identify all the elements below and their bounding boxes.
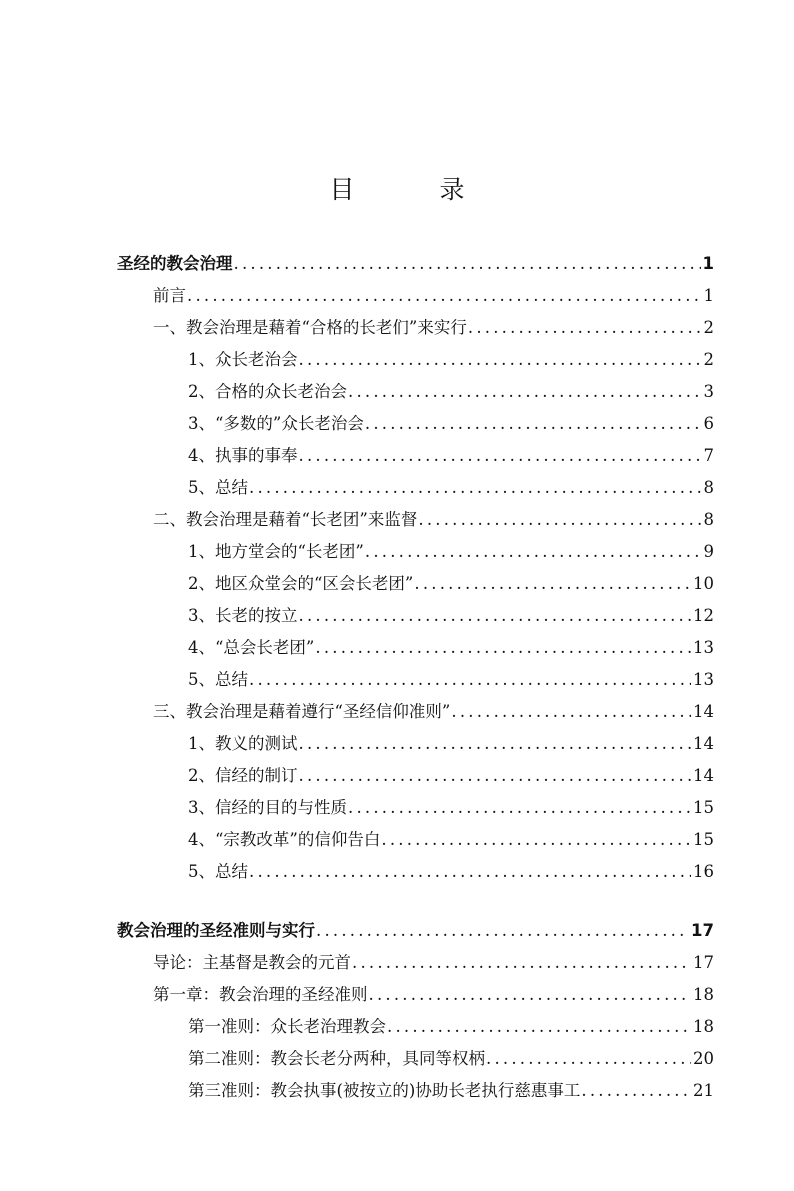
dot-leader bbox=[249, 856, 691, 888]
dot-leader bbox=[418, 504, 701, 536]
dot-leader bbox=[486, 1043, 691, 1075]
toc-page-number: 1 bbox=[703, 286, 714, 305]
table-of-contents bbox=[0, 248, 794, 1134]
toc-entry-label: 3、信经的目的与性质 bbox=[188, 798, 347, 817]
dot-leader bbox=[316, 915, 689, 947]
toc-page-number: 1 bbox=[702, 254, 714, 273]
toc-entry[interactable] bbox=[0, 1043, 794, 1075]
toc-entry-label: 第三准则：教会执事(被按立的)协助长老执行慈惠事工 bbox=[188, 1081, 581, 1100]
toc-page-number: 16 bbox=[693, 862, 714, 881]
toc-entry[interactable] bbox=[0, 856, 794, 888]
toc-section-2 bbox=[0, 915, 794, 1107]
toc-entry-label: 2、合格的众长老治会 bbox=[188, 382, 347, 401]
toc-page-number: 2 bbox=[703, 350, 714, 369]
toc-entry[interactable] bbox=[0, 632, 794, 664]
dot-leader bbox=[581, 1075, 691, 1107]
toc-entry-label: 第一章：教会治理的圣经准则 bbox=[153, 985, 368, 1004]
toc-entry[interactable] bbox=[0, 979, 794, 1011]
dot-leader bbox=[187, 280, 702, 312]
toc-entry-label: 4、执事的事奉 bbox=[188, 446, 298, 465]
dot-leader bbox=[381, 824, 691, 856]
toc-entry[interactable] bbox=[0, 696, 794, 728]
toc-page-number: 14 bbox=[693, 766, 714, 785]
toc-entry-label: 1、教义的测试 bbox=[188, 734, 298, 753]
toc-entry[interactable] bbox=[0, 728, 794, 760]
toc-page-number: 18 bbox=[693, 1017, 714, 1036]
toc-entry-label: 5、总结 bbox=[188, 670, 248, 689]
dot-leader bbox=[365, 408, 702, 440]
toc-page-number: 15 bbox=[693, 798, 714, 817]
toc-page-number: 21 bbox=[693, 1081, 714, 1100]
toc-page-number: 12 bbox=[693, 606, 714, 625]
toc-heading-label: 圣经的教会治理 bbox=[117, 254, 233, 273]
toc-entry[interactable] bbox=[0, 1011, 794, 1043]
dot-leader bbox=[468, 312, 702, 344]
toc-entry[interactable] bbox=[0, 760, 794, 792]
dot-leader bbox=[249, 472, 702, 504]
toc-page-number: 8 bbox=[703, 478, 714, 497]
page-title: 目 录 bbox=[329, 175, 495, 204]
toc-entry-label: 导论：主基督是教会的元首 bbox=[153, 953, 351, 972]
toc-page-number: 9 bbox=[703, 542, 714, 561]
toc-entry[interactable] bbox=[0, 792, 794, 824]
toc-entry[interactable] bbox=[0, 280, 794, 312]
toc-page-number: 14 bbox=[693, 734, 714, 753]
toc-page-number: 3 bbox=[703, 382, 714, 401]
dot-leader bbox=[299, 344, 702, 376]
toc-entry-label: 第一准则：众长老治理教会 bbox=[188, 1017, 386, 1036]
toc-page-number: 2 bbox=[703, 318, 714, 337]
dot-leader bbox=[234, 248, 701, 280]
dot-leader bbox=[387, 1011, 691, 1043]
dot-leader bbox=[299, 760, 692, 792]
toc-entry-label: 3、长老的按立 bbox=[188, 606, 298, 625]
toc-page-number: 8 bbox=[703, 510, 714, 529]
toc-entry[interactable] bbox=[0, 600, 794, 632]
dot-leader bbox=[315, 632, 691, 664]
toc-entry[interactable] bbox=[0, 947, 794, 979]
dot-leader bbox=[299, 728, 692, 760]
toc-entry-label: 二、教会治理是藉着“长老团”来监督 bbox=[153, 510, 418, 529]
toc-entry-label: 三、教会治理是藉着遵行“圣经信仰准则” bbox=[153, 702, 451, 721]
toc-entry[interactable] bbox=[0, 824, 794, 856]
toc-entry-label: 2、信经的制订 bbox=[188, 766, 298, 785]
toc-entry-label: 一、教会治理是藉着“合格的长老们”来实行 bbox=[153, 318, 467, 337]
toc-entry-label: 1、地方堂会的“长老团” bbox=[188, 542, 364, 561]
toc-page-number: 13 bbox=[693, 638, 714, 657]
toc-page-number: 20 bbox=[693, 1049, 714, 1068]
toc-entry[interactable] bbox=[0, 408, 794, 440]
toc-heading[interactable] bbox=[0, 248, 794, 280]
toc-entry-label: 4、“总会长老团” bbox=[188, 638, 315, 657]
toc-page-number: 10 bbox=[693, 574, 714, 593]
toc-page-number: 7 bbox=[703, 446, 714, 465]
toc-entry-label: 5、总结 bbox=[188, 862, 248, 881]
toc-entry-label: 前言 bbox=[153, 286, 186, 305]
toc-entry-label: 1、众长老治会 bbox=[188, 350, 298, 369]
toc-entry-label: 4、“宗教改革”的信仰告白 bbox=[188, 830, 381, 849]
toc-entry-label: 2、地区众堂会的“区会长老团” bbox=[188, 574, 414, 593]
toc-entry[interactable] bbox=[0, 568, 794, 600]
toc-entry-label: 第二准则：教会长老分两种，具同等权柄 bbox=[188, 1049, 485, 1068]
dot-leader bbox=[369, 979, 692, 1011]
dot-leader bbox=[299, 600, 692, 632]
dot-leader bbox=[348, 376, 702, 408]
toc-entry[interactable] bbox=[0, 440, 794, 472]
dot-leader bbox=[414, 568, 691, 600]
toc-entry[interactable] bbox=[0, 312, 794, 344]
toc-entry[interactable] bbox=[0, 376, 794, 408]
toc-heading-label: 教会治理的圣经准则与实行 bbox=[117, 921, 315, 940]
toc-page-number: 14 bbox=[693, 702, 714, 721]
toc-entry[interactable] bbox=[0, 504, 794, 536]
toc-page-number: 18 bbox=[693, 985, 714, 1004]
toc-page-number: 15 bbox=[693, 830, 714, 849]
toc-entry[interactable] bbox=[0, 1075, 794, 1107]
toc-heading[interactable] bbox=[0, 915, 794, 947]
toc-entry[interactable] bbox=[0, 664, 794, 696]
dot-leader bbox=[348, 792, 691, 824]
toc-entry-label: 3、“多数的”众长老治会 bbox=[188, 414, 364, 433]
toc-page-number: 17 bbox=[691, 921, 714, 940]
dot-leader bbox=[352, 947, 691, 979]
dot-leader bbox=[249, 664, 691, 696]
dot-leader bbox=[451, 696, 691, 728]
toc-page-number: 13 bbox=[693, 670, 714, 689]
dot-leader bbox=[299, 440, 702, 472]
toc-page-number: 6 bbox=[703, 414, 714, 433]
toc-page-number: 17 bbox=[693, 953, 714, 972]
dot-leader bbox=[365, 536, 702, 568]
toc-entry[interactable] bbox=[0, 472, 794, 504]
toc-entry[interactable] bbox=[0, 536, 794, 568]
toc-entry[interactable] bbox=[0, 344, 794, 376]
toc-entry-label: 5、总结 bbox=[188, 478, 248, 497]
toc-section-1 bbox=[0, 248, 794, 888]
